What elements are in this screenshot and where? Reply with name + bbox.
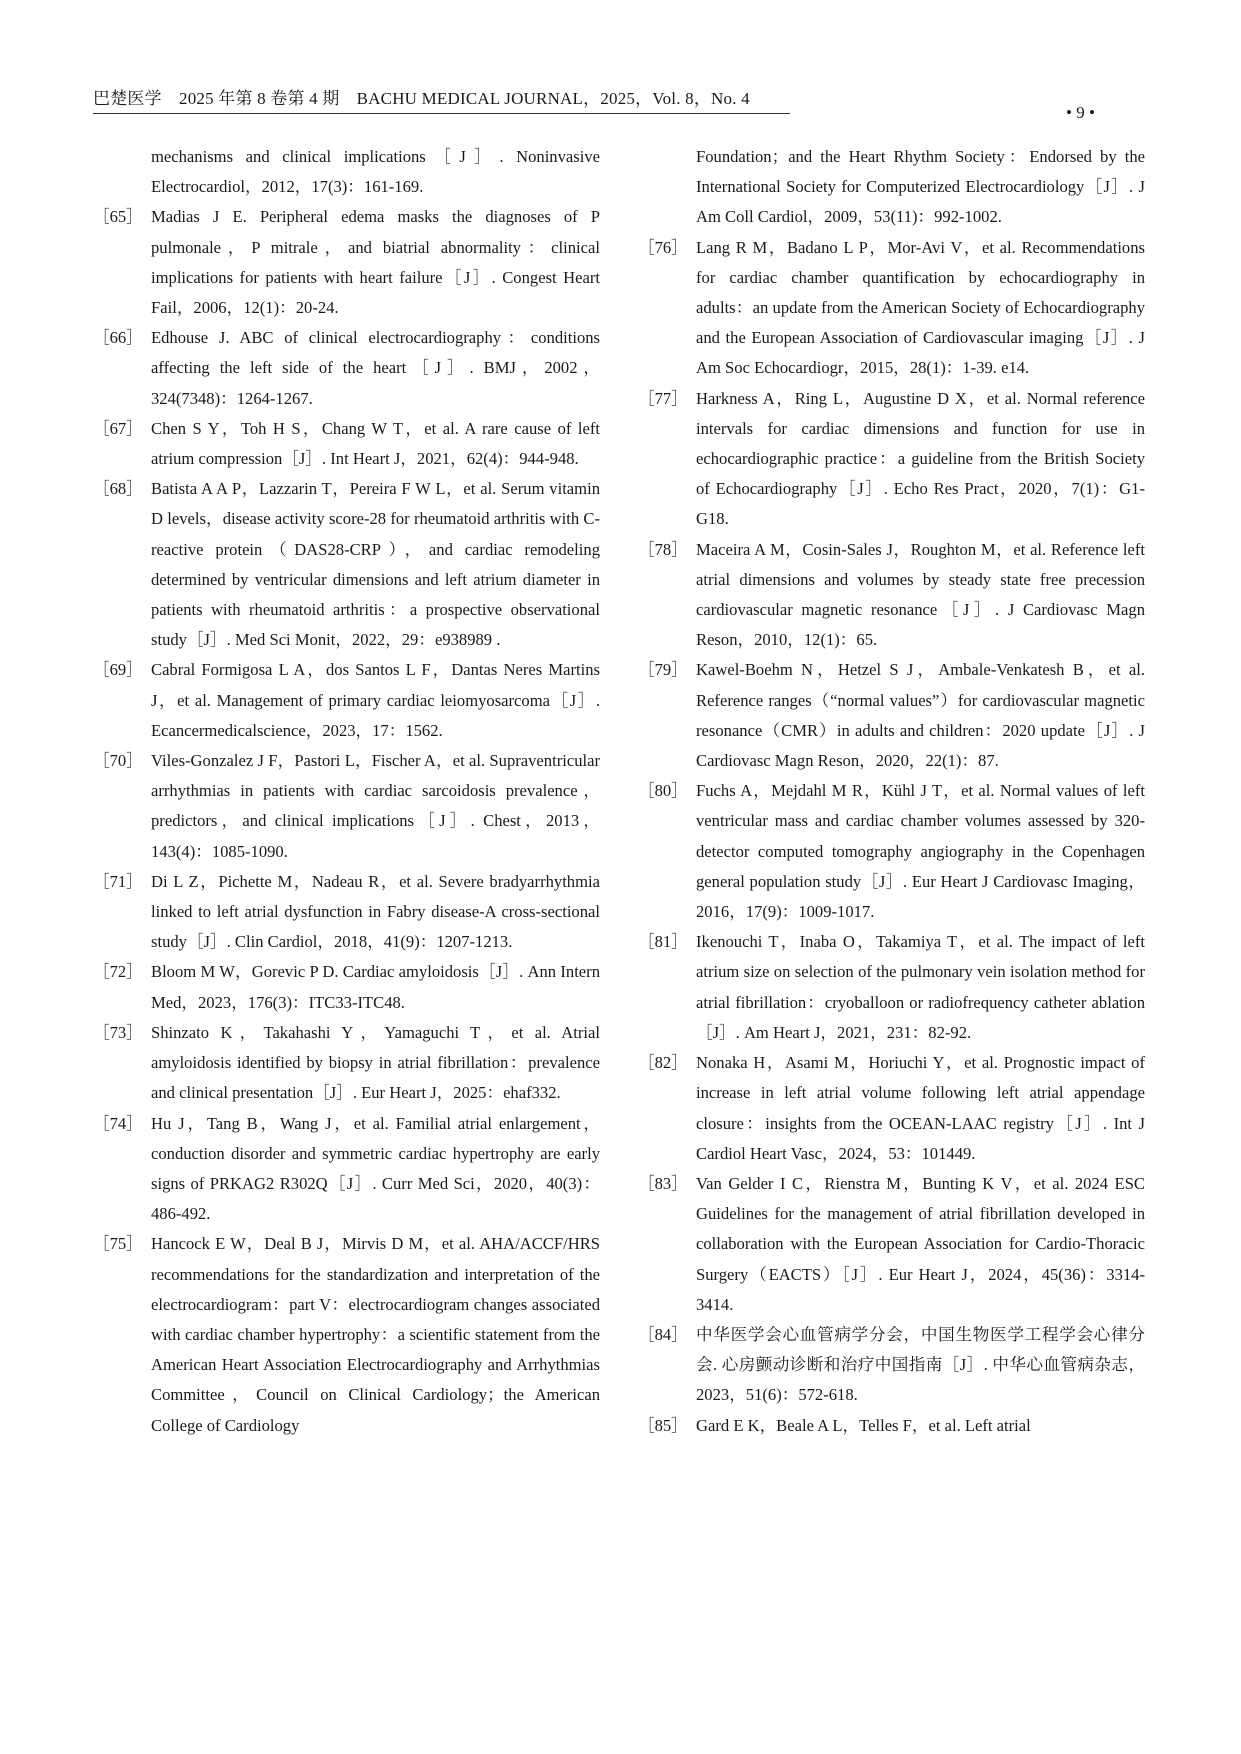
reference-text: Shinzato K，Takahashi Y，Yamaguchi T，et al. Atrial amyloidosis identified by biopsy in atrial fibrillation：prevalence and clinical presentation［J］. Eur Heart J，2025：ehaf332. [151, 1022, 600, 1103]
reference-number: ［65］ [93, 207, 143, 227]
reference-80 [638, 776, 1145, 927]
reference-continuation: mechanisms and clinical implications［J］. Noninvasive Electrocardiol，2012，17(3)：161-169. [151, 147, 600, 197]
reference-number: ［77］ [638, 388, 688, 408]
reference-75 [93, 1229, 600, 1440]
reference-number: ［68］ [93, 479, 143, 499]
reference-81 [638, 927, 1145, 1048]
reference-text: Madias J E. Peripheral edema masks the diagnoses of P pulmonale，P mitrale，and biatrial abnormality：clinical implications for patients with heart failure［J］. Congest Heart Fail，2006，12(1)：20-24. [151, 207, 600, 318]
reference-69 [93, 655, 600, 746]
reference-83 [638, 1169, 1145, 1320]
reference-text: Fuchs A，Mejdahl M R，Kühl J T，et al. Normal values of left ventricular mass and cardiac chamber volumes assessed by 320-detector computed tomography angiography in the Copenhagen general population study［J］. Eur Heart J Cardiovasc Imaging，2016，17(9)：1009-1017. [696, 781, 1145, 922]
reference-number: ［72］ [93, 962, 143, 982]
reference-text: Di L Z，Pichette M，Nadeau R，et al. Severe bradyarrhythmia linked to left atrial dysfunction in Fabry disease-A cross-sectional study［J］. Clin Cardiol，2018，41(9)：1207-1213. [151, 871, 600, 952]
reference-number: ［82］ [638, 1053, 688, 1073]
reference-number: ［73］ [93, 1022, 143, 1042]
reference-85 [638, 1411, 1145, 1441]
reference-text: Batista A A P，Lazzarin T，Pereira F W L，et al. Serum vitamin D levels，disease activity score-28 for rheumatoid arthritis with C-reactive protein（DAS28-CRP），and cardiac remodeling determined by ventricular dimensions and left atrium diameter in patients with rheumatoid arthritis：a prospective observational study［J］. Med Sci Monit，2022，29：e938989 . [151, 479, 600, 650]
reference-79 [638, 655, 1145, 776]
header-rule [93, 113, 790, 114]
reference-text: Van Gelder I C，Rienstra M，Bunting K V，et al. 2024 ESC Guidelines for the management of atrial fibrillation developed in collaboration with the European Association for Cardio-Thoracic Surgery（EACTS）［J］. Eur Heart J，2024，45(36)：3314-3414. [696, 1173, 1145, 1314]
reference-text: Kawel-Boehm N，Hetzel S J，Ambale-Venkatesh B，et al. Reference ranges（“normal values”）for cardiovascular magnetic resonance（CMR）in adults and children：2020 update［J］. J Cardiovasc Magn Reson，2020，22(1)：87. [696, 660, 1145, 771]
reference-84 [638, 1320, 1145, 1411]
reference-continuation: Foundation；and the Heart Rhythm Society：Endorsed by the International Society for Computerized Electrocardiology［J］. J Am Coll Cardiol，2009，53(11)：992-1002. [696, 147, 1145, 227]
reference-number: ［69］ [93, 660, 143, 680]
reference-text: Hancock E W，Deal B J，Mirvis D M，et al. AHA/ACCF/HRS recommendations for the standardization and interpretation of the electrocardiogram：part V：electrocardiogram changes associated with cardiac chamber hypertrophy：a scientific statement from the American Heart Association Electrocardiography and Arrhythmias Committee，Council on Clinical Cardiology；the American College of Cardiology [151, 1234, 600, 1435]
reference-text: Maceira A M，Cosin-Sales J，Roughton M，et al. Reference left atrial dimensions and volumes by steady state free precession cardiovascular magnetic resonance［J］. J Cardiovasc Magn Reson，2010，12(1)：65. [696, 539, 1145, 650]
reference-text: Viles-Gonzalez J F，Pastori L，Fischer A，et al. Supraventricular arrhythmias in patients with cardiac sarcoidosis prevalence，predictors，and clinical implications［J］. Chest，2013，143(4)：1085-1090. [151, 751, 600, 861]
running-header: 巴楚医学 2025 年第 8 卷第 4 期 BACHU MEDICAL JOURNAL，2025，Vol. 8，No. 4 [93, 89, 750, 108]
reference-number: ［76］ [638, 237, 688, 257]
page-number: • 9 • [1066, 103, 1095, 122]
reference-number: ［75］ [93, 1234, 143, 1254]
reference-text: Ikenouchi T，Inaba O，Takamiya T，et al. The impact of left atrium size on selection of the pulmonary vein isolation method for atrial fibrillation：cryoballoon or radiofrequency catheter ablation［J］. Am Heart J，2021，231：82-92. [696, 932, 1145, 1042]
reference-76 [638, 233, 1145, 384]
reference-68 [93, 474, 600, 655]
reference-text: Nonaka H，Asami M，Horiuchi Y，et al. Prognostic impact of increase in left atrial volume following left atrial appendage closure：insights from the OCEAN-LAAC registry［J］. Int J Cardiol Heart Vasc，2024，53：101449. [696, 1053, 1145, 1163]
reference-70 [93, 746, 600, 867]
reference-number: ［79］ [638, 660, 688, 680]
reference-text: Hu J，Tang B，Wang J，et al. Familial atrial enlargement，conduction disorder and symmetric cardiac hypertrophy are early signs of PRKAG2 R302Q［J］. Curr Med Sci，2020，40(3)：486-492. [151, 1113, 600, 1224]
reference-number: ［85］ [638, 1415, 688, 1435]
reference-number: ［70］ [93, 751, 143, 771]
reference-text: Gard E K，Beale A L，Telles F，et al. Left atrial [696, 1415, 1031, 1435]
reference-text: 中华医学会心血管病学分会，中国生物医学工程学会心律分会. 心房颤动诊断和治疗中国指南［J］. 中华心血管病杂志，2023，51(6)：572-618. [696, 1324, 1145, 1405]
reference-text: Harkness A，Ring L，Augustine D X，et al. Normal reference intervals for cardiac dimensions and function for use in echocardiographic practice：a guideline from the British Society of Echocardiography［J］. Echo Res Pract，2020，7(1)：G1-G18. [696, 388, 1145, 529]
reference-number: ［67］ [93, 418, 143, 438]
reference-72 [93, 957, 600, 1017]
reference-number: ［66］ [93, 328, 143, 348]
reference-number: ［81］ [638, 932, 688, 952]
reference-82 [638, 1048, 1145, 1169]
left-column [93, 142, 600, 1441]
reference-number: ［84］ [638, 1324, 688, 1344]
reference-74 [93, 1109, 600, 1230]
reference-text: Lang R M，Badano L P，Mor-Avi V，et al. Recommendations for cardiac chamber quantification by echocardiography in adults：an update from the American Society of Echocardiography and the European Association of Cardiovascular imaging［J］. J Am Soc Echocardiogr，2015，28(1)：1-39. e14. [696, 237, 1145, 378]
reference-text: Edhouse J. ABC of clinical electrocardiography：conditions affecting the left side of the heart［J］. BMJ，2002，324(7348)：1264-1267. [151, 328, 600, 408]
reference-78 [638, 535, 1145, 656]
reference-text: Cabral Formigosa L A，dos Santos L F，Dantas Neres Martins J，et al. Management of primary cardiac leiomyosarcoma［J］. Ecancermedicalscience，2023，17：1562. [151, 660, 600, 740]
reference-73 [93, 1018, 600, 1109]
reference-65 [93, 202, 600, 323]
reference-number: ［74］ [93, 1113, 143, 1133]
reference-77 [638, 384, 1145, 535]
reference-66 [93, 323, 600, 414]
reference-number: ［83］ [638, 1173, 688, 1193]
reference-text: Chen S Y，Toh H S，Chang W T，et al. A rare cause of left atrium compression［J］. Int Heart J，2021，62(4)：944-948. [151, 418, 600, 469]
right-column [638, 142, 1145, 1441]
reference-text: Bloom M W，Gorevic P D. Cardiac amyloidosis［J］. Ann Intern Med，2023，176(3)：ITC33-ITC48. [151, 962, 600, 1012]
reference-number: ［71］ [93, 871, 143, 891]
reference-67 [93, 414, 600, 474]
reference-number: ［78］ [638, 539, 688, 559]
reference-number: ［80］ [638, 781, 688, 801]
reference-71 [93, 867, 600, 958]
